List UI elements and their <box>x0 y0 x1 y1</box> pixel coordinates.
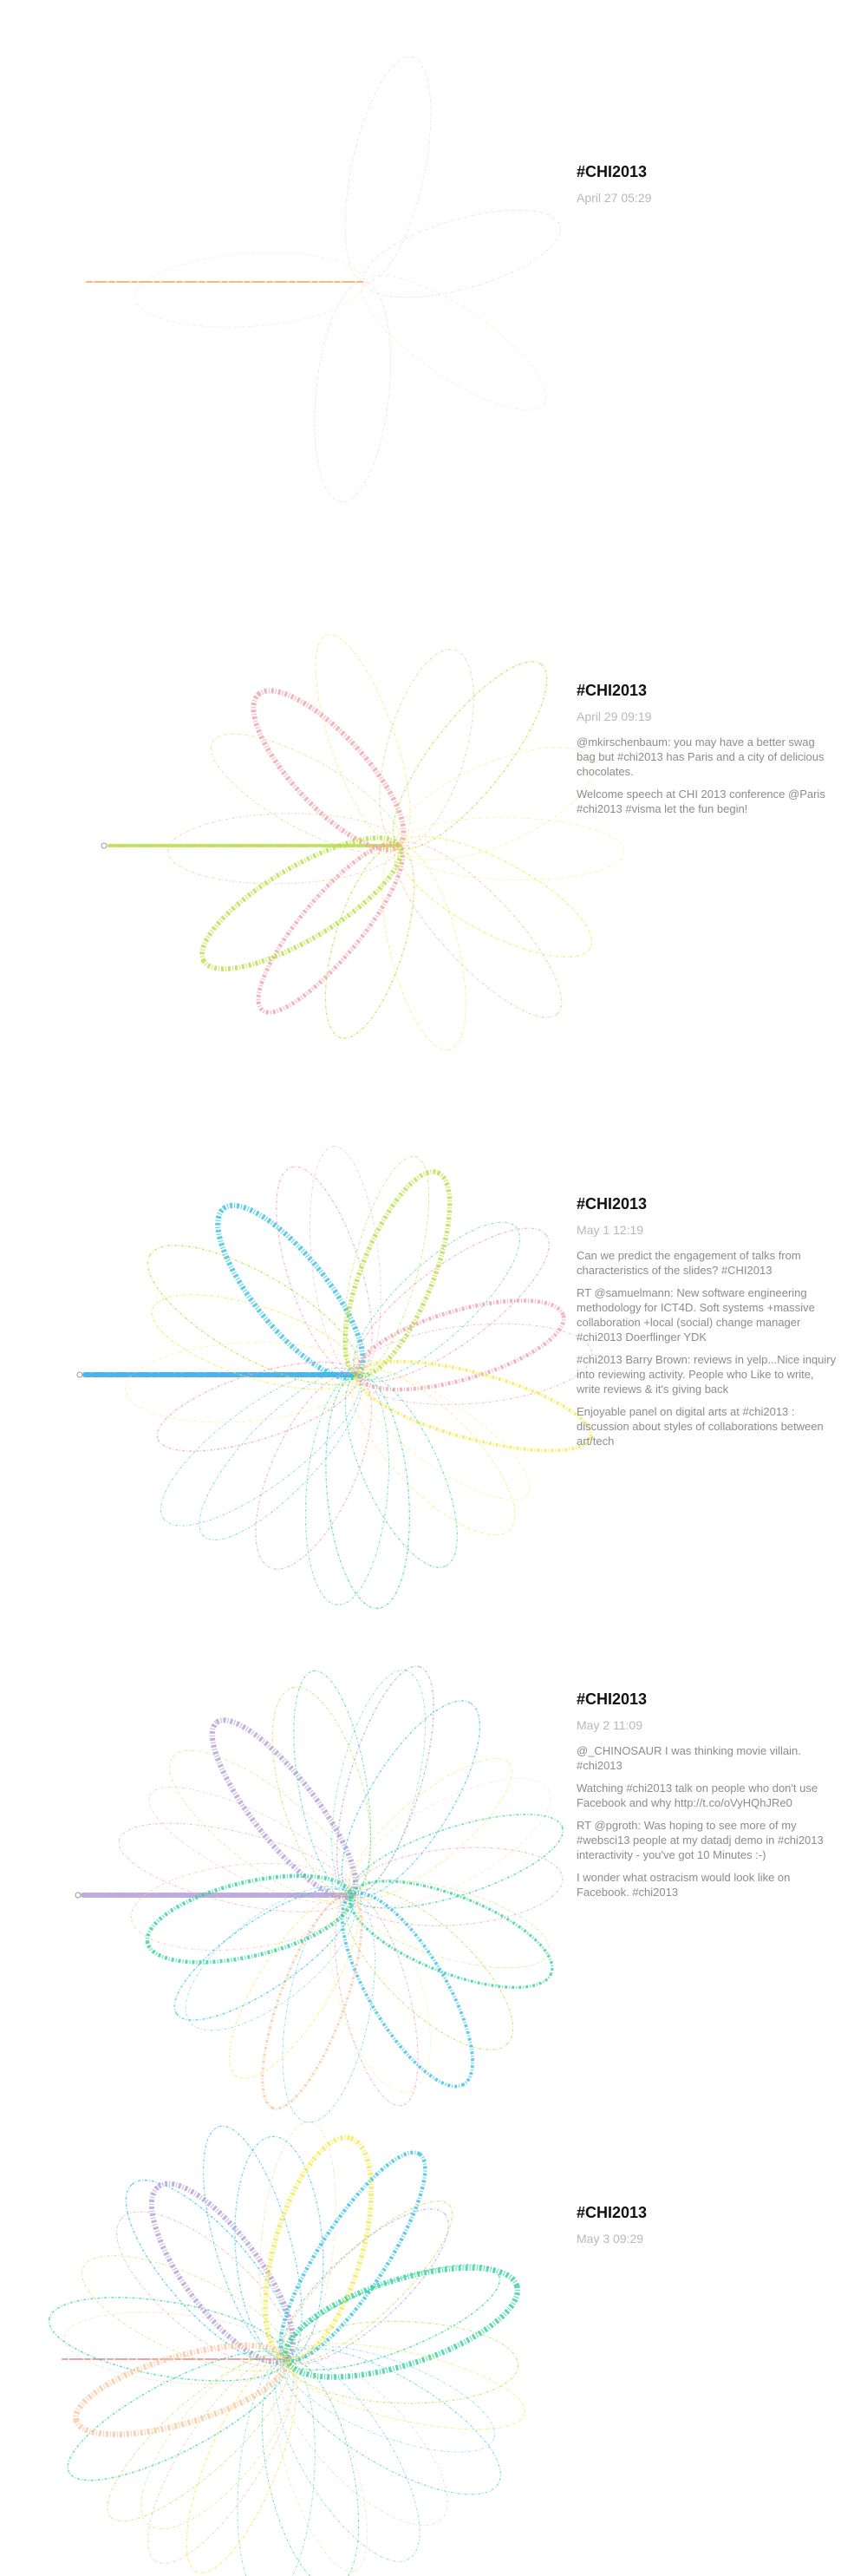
petal-loop <box>61 2303 289 2393</box>
timestamp: May 1 12:19 <box>577 1223 644 1237</box>
petal-loop <box>68 2233 303 2394</box>
petal-loop <box>398 814 625 883</box>
panel-1 <box>0 35 867 546</box>
petal-loop <box>381 814 607 980</box>
petal-loop <box>244 2350 376 2576</box>
tweet-text: Watching #chi2013 talk on people who don't use Facebook and why http://t.co/oVyHQhJRe0 <box>577 1782 818 1809</box>
petal-loop <box>366 838 483 1058</box>
petal-loop <box>329 49 447 290</box>
petal-loop <box>313 1661 443 1904</box>
petal-loop <box>254 2328 473 2551</box>
hashtag-title: #CHI2013 <box>577 1690 648 1708</box>
panel-5 <box>0 2064 867 2576</box>
tweet-text: #chi2013 Barry Brown: reviews in yelp...Nice inquiry into reviewing activity. People who Like to write, write reviews & it's giving back <box>577 1353 837 1396</box>
tweet-text: I wonder what ostracism would look like on Facebook. #chi2013 <box>577 1871 791 1899</box>
petal-loop <box>317 1657 454 1906</box>
petal-loop <box>249 2336 447 2576</box>
timeline-origin-marker <box>77 1372 82 1377</box>
timeline-origin-marker <box>75 1893 81 1898</box>
panel-info <box>577 681 837 824</box>
panel-info <box>577 162 837 216</box>
petal-loop <box>355 193 570 316</box>
petal-visualization <box>0 2064 590 2576</box>
petal-loop <box>330 1738 531 1921</box>
hashtag-title: #CHI2013 <box>577 682 648 699</box>
petal-loop <box>147 1344 367 1469</box>
petal-loop <box>207 1876 381 2095</box>
panel-info <box>577 1194 837 1456</box>
petal-loop <box>135 1766 366 1925</box>
petal-loop <box>264 2321 520 2521</box>
petal-loop <box>348 1282 573 1408</box>
petal-visualization <box>0 1561 590 2073</box>
petal-visualization <box>0 546 590 1058</box>
petal-loop <box>67 2327 296 2453</box>
petal-loop <box>361 639 492 856</box>
tweet-text: @_CHINOSAUR I was thinking movie villain. #chi2013 <box>577 1744 801 1772</box>
panel-info <box>577 1690 837 1907</box>
petal-loop <box>122 1336 360 1429</box>
hashtag-title: #CHI2013 <box>577 2204 648 2221</box>
petal-loop <box>140 1860 360 1979</box>
panel-2 <box>0 546 867 1058</box>
petal-loop <box>382 724 608 883</box>
petal-loop <box>257 1156 392 1386</box>
panel-3 <box>0 1058 867 1570</box>
tweet-text: RT @samuelmann: New software engineering methodology for ICT4D. Soft systems +massive collaboration +local (social) change manager #chi2013 Doerflinger YDK <box>577 1286 815 1344</box>
petal-loop <box>305 278 401 506</box>
tweet-text: Welcome speech at CHI 2013 conference @Paris #chi2013 #visma let the fun begin! <box>577 788 825 815</box>
petal-loop <box>331 1754 568 1932</box>
petal-loop <box>370 642 570 868</box>
petal-loop <box>345 253 564 432</box>
petal-visualization <box>0 1058 590 1570</box>
tweet-text: Enjoyable panel on digital arts at #chi2013 : discussion about styles of collaborations between art/tech <box>577 1405 824 1448</box>
petal-loop <box>133 245 367 334</box>
petal-loop <box>285 2318 519 2406</box>
panel-info <box>577 2203 837 2257</box>
petal-loop <box>229 2356 323 2576</box>
petal-loop <box>273 2246 530 2400</box>
tweet-text: Can we predict the engagement of talks from characteristics of the slides? #CHI2013 <box>577 1249 801 1277</box>
tweet-text: RT @pgroth: Was hoping to see more of my #websci13 people at my datadj demo in #chi2013 interactivity - you've got 10 Minutes :-) <box>577 1819 824 1861</box>
petal-loop <box>263 2180 472 2383</box>
petal-loop <box>297 624 430 856</box>
petal-loop <box>342 1862 558 1986</box>
hashtag-title: #CHI2013 <box>577 163 648 180</box>
petal-loop <box>341 1795 573 1928</box>
petal-visualization <box>0 35 590 546</box>
timestamp: May 3 09:29 <box>577 2232 644 2246</box>
petal-loop <box>141 1275 368 1409</box>
petal-loop <box>232 1357 395 1585</box>
timestamp: May 2 11:09 <box>577 1718 643 1732</box>
hashtag-title: #CHI2013 <box>577 1195 648 1213</box>
timeline-origin-marker <box>101 843 107 848</box>
petal-loop <box>127 1854 355 1960</box>
petal-loop <box>253 1677 391 1906</box>
petal-loop <box>111 1806 359 1930</box>
petal-loop <box>316 1682 505 1917</box>
panel-4 <box>0 1561 867 2073</box>
petal-loop <box>272 2324 507 2474</box>
petal-loop <box>165 2345 318 2576</box>
timestamp: April 29 09:19 <box>577 709 652 723</box>
timestamp: April 27 05:29 <box>577 191 652 205</box>
petal-loop <box>123 2337 320 2576</box>
petal-loop <box>307 835 432 1048</box>
petal-loop <box>258 2136 447 2377</box>
petal-loop <box>196 712 415 875</box>
petal-loop <box>167 811 400 887</box>
petal-loop <box>323 1359 479 1582</box>
petal-loop <box>94 2187 314 2391</box>
tweet-text: @mkirschenbaum: you may have a better swag bag but #chi2013 has Paris and a city of delicious chocolates. <box>577 736 825 778</box>
petal-loop <box>244 2126 393 2371</box>
